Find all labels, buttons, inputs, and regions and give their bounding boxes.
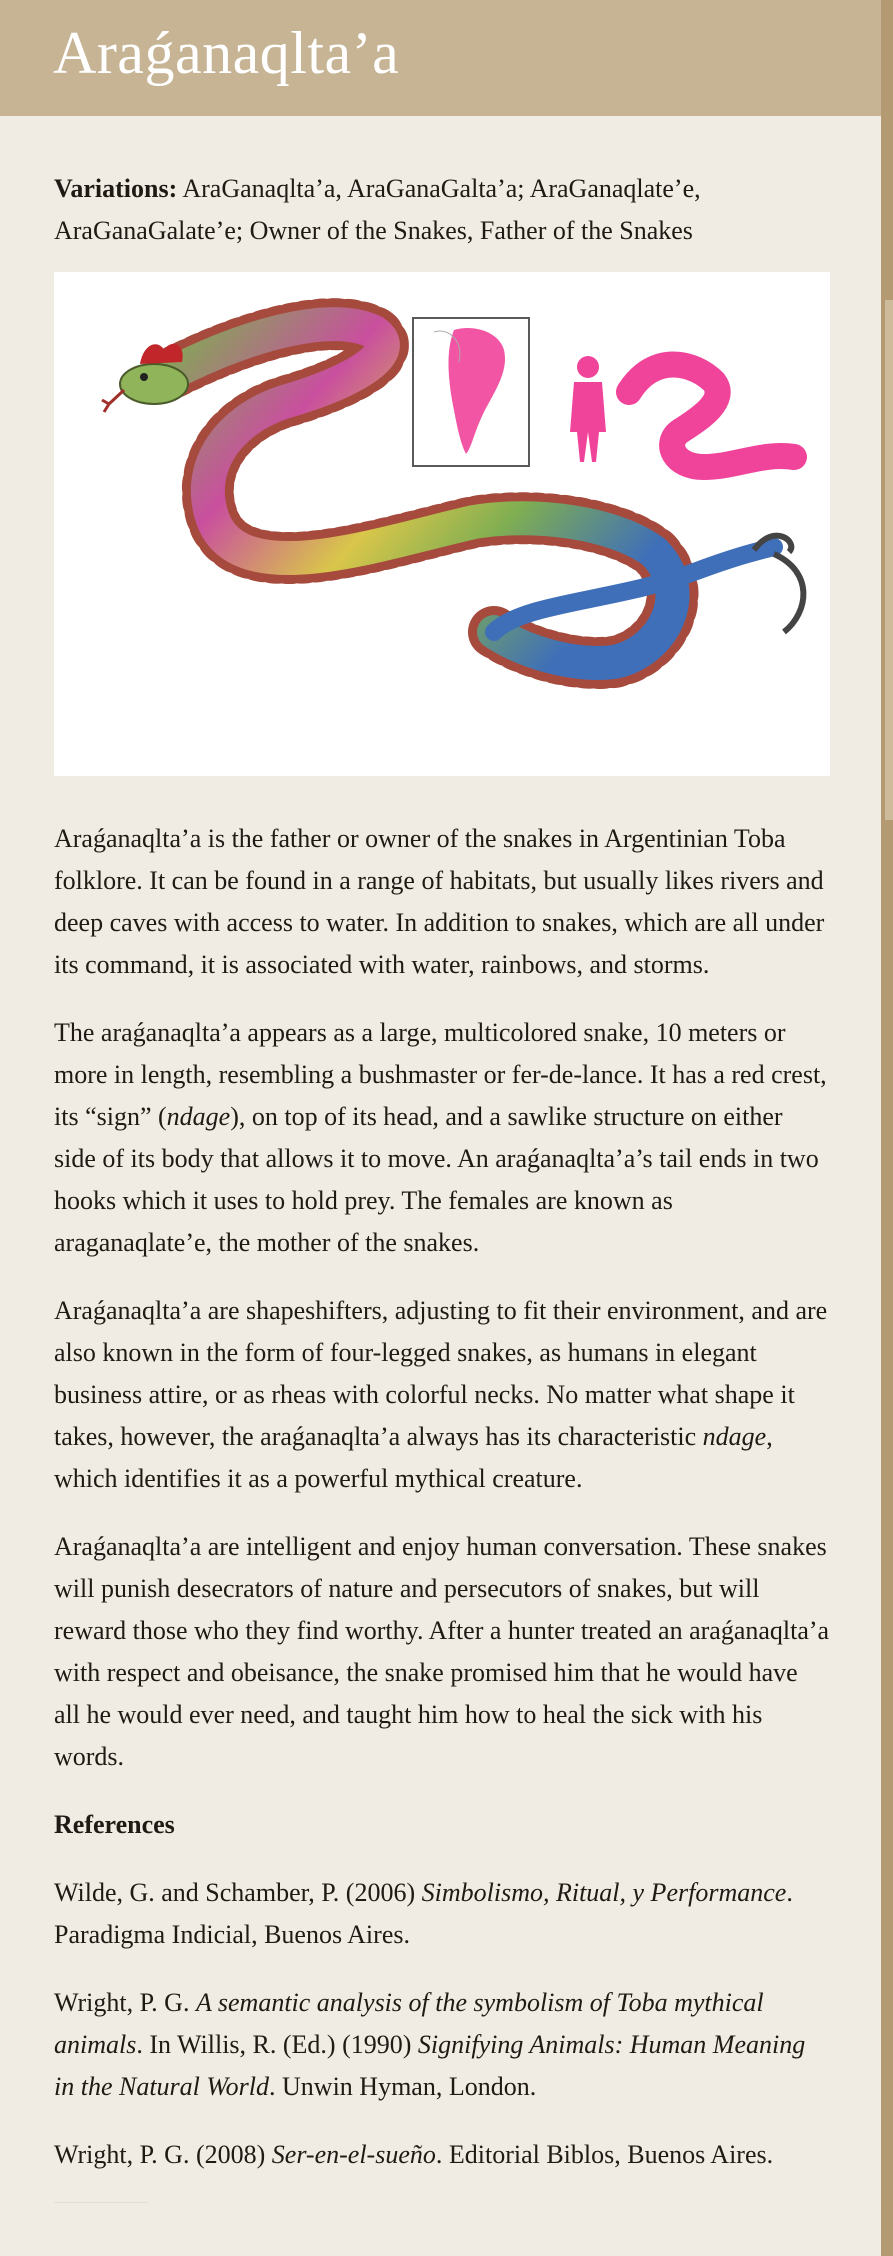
tail-hook-lower (774, 554, 803, 632)
p2-text-a: The araǵanaqlta’a appears as a large, multicolored snake, 10 meters or more in length, resembling a bushmaster or fer-de-lance. It has a red crest, its “sign” ( (54, 1018, 827, 1131)
page-title: Araǵanaqlta’a (53, 20, 400, 86)
p3-text-b: , which identifies it as a powerful mythical creature. (54, 1422, 773, 1493)
ref2-author: Wright, P. G. (54, 1988, 196, 2017)
snake-head (120, 364, 188, 404)
red-crest (140, 344, 183, 364)
ref3-publisher: . Editorial Biblos, Buenos Aires. (435, 2140, 774, 2169)
human-silhouette (570, 356, 606, 462)
p2-term: ndage (166, 1102, 231, 1131)
p3-term: ndage (702, 1422, 767, 1451)
ref3-author: Wright, P. G. (2008) (54, 2140, 272, 2169)
reference-2 (54, 1982, 830, 2108)
ref1-title: Simbolismo, Ritual, y Performance (421, 1878, 787, 1907)
paragraph-3 (54, 1290, 830, 1500)
ref3-title: Ser-en-el-sueño (271, 2140, 436, 2169)
scrollbar-thumb[interactable] (885, 300, 893, 820)
reference-3 (54, 2134, 830, 2176)
scrollbar-track[interactable] (881, 0, 893, 2256)
ref1-author: Wilde, G. and Schamber, P. (2006) (54, 1878, 422, 1907)
variations (54, 168, 830, 252)
variations-label: Variations: (54, 174, 178, 203)
ref2-title: A semantic analysis of the symbolism of Toba mythical animals (54, 1988, 764, 2059)
ref2-publisher: . Unwin Hyman, London. (269, 2072, 537, 2101)
snake-silhouette (629, 365, 794, 468)
ref1-publisher: . Paradigma Indicial, Buenos Aires. (54, 1878, 793, 1949)
p3-text-a: Araǵanaqlta’a are shapeshifters, adjusting to fit their environment, and are also known in the form of four-legged snakes, as humans in elegant business attire, or as rheas with colorful necks. No matter what shape it takes, however, the araǵanaqlta’a always has its characteristic (54, 1296, 828, 1451)
ref2-editor: . In Willis, R. (Ed.) (1990) (136, 2030, 418, 2059)
snake-illustration-svg (54, 272, 830, 776)
article-content (0, 116, 830, 2203)
paragraph-4: Araǵanaqlta’a are intelligent and enjoy human conversation. These snakes will punish desecrators of nature and persecutors of snakes, but will reward those who they find worthy. After a hunter treated an araǵanaqlta’a with respect and obeisance, the snake promised him that he would have all he would ever need, and taught him how to heal the sick with his words. (54, 1532, 830, 1771)
end-divider (54, 2202, 148, 2203)
variations-text: AraGanaqlta’a, AraGanaGalta’a; AraGanaqlate’e, AraGanaGalate’e; Owner of the Snakes, Father of the Snakes (54, 174, 701, 245)
references-heading: References (54, 1810, 175, 1839)
p2-text-b: ), on top of its head, and a sawlike structure on either side of its body that allows it to move. An araǵanaqlta’a’s tail ends in two hooks which it uses to hold prey. The females are known as araganaqlate’e, the mother of the snakes. (54, 1102, 819, 1257)
snake-tongue (102, 390, 124, 412)
paragraph-1: Araǵanaqlta’a is the father or owner of the snakes in Argentinian Toba folklore. It can be found in a range of habitats, but usually likes rivers and deep caves with access to water. In addition to snakes, which are all under its command, it is associated with water, rainbows, and storms. (54, 824, 825, 979)
paragraph-2 (54, 1012, 830, 1264)
creature-illustration (54, 272, 830, 776)
title-bar (0, 0, 881, 116)
ref2-book-title: Signifying Animals: Human Meaning in the Natural World (54, 2030, 806, 2101)
reference-1 (54, 1872, 830, 1956)
